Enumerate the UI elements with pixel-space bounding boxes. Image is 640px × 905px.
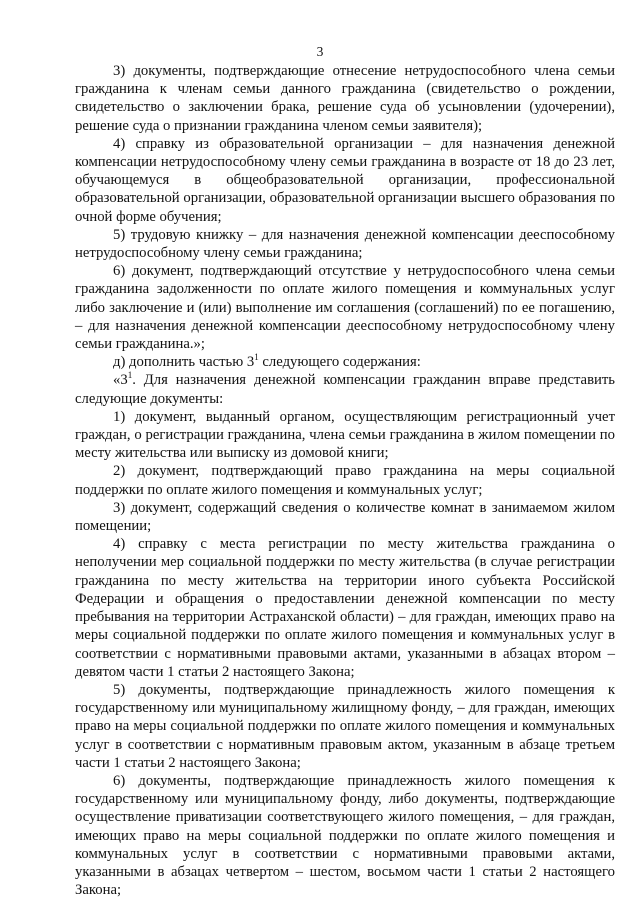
paragraph-optional-doc-6: 6) документы, подтверждающие принадлежность жилого помещения к государственному или муниципальному фонду, либо документы, подтверждающие осуществление приватизации соответствующего жилого помещения, – для граждан, имеющих право на меры социальной поддержки по оплате жилого помещения и коммунальных услуг в соответствии с нормативными правовыми актами, указанными в абзацах четвертом – шестом, восьмом части 1 статьи 2 настоящего Закона; (75, 772, 615, 899)
amendment-d-superscript: 1 (254, 352, 259, 363)
paragraph-optional-doc-3: 3) документ, содержащий сведения о количестве комнат в занимаемом жилом помещении; (75, 499, 615, 535)
paragraph-optional-doc-4: 4) справку с места регистрации по месту жительства гражданина о неполучении мер социальной поддержки по месту жительства (в случае регистрации гражданина по месту жительства на территории иного субъекта Российской Федерации и обращения о предоставлении денежной компенсации по месту пребывания на территории Астраханской области) – для граждан, имеющих право на меры социальной поддержки по оплате жилого помещения и коммунальных услуг в соответствии с нормативными правовыми актами, указанными в абзацах втором – девятом части 1 статьи 2 настоящего Закона; (75, 536, 615, 680)
part-3-1-number: «3 (113, 372, 128, 389)
paragraph-optional-doc-2: 2) документ, подтверждающий право гражданина на меры социальной поддержки по оплате жилого помещения и коммунальных услуг; (75, 463, 615, 498)
page-number: 3 (316, 44, 324, 59)
paragraph-optional-doc-1: 1) документ, выданный органом, осуществляющим регистрационный учет граждан, о регистрации гражданина, члена семьи гражданина в жилом помещении по месту жительства или выписку из домовой книги; (75, 408, 615, 462)
paragraph-item-5-work-record: 5) трудовую книжку – для назначения денежной компенсации дееспособному нетрудоспособному члену семьи гражданина; (75, 226, 615, 262)
amendment-d-text: д) дополнить частью 3 (113, 354, 255, 371)
paragraph-amendment-d (75, 353, 615, 371)
document-body (75, 62, 615, 899)
paragraph-item-6-no-debt-document: 6) документ, подтверждающий отсутствие у нетрудоспособного члена семьи гражданина задолженности по оплате жилого помещения и коммунальных услуг либо заключение и (или) выполнение им соглашения (соглашений) по ее погашению, – для назначения денежной компенсации дееспособному нетрудоспособному члену семьи гражданина.»; (75, 263, 615, 353)
paragraph-item-4-education-certificate: 4) справку из образовательной организации – для назначения денежной компенсации нетрудоспособному члену семьи гражданина в возрасте от 18 до 23 лет, обучающемуся в общеобразовательной организации, профессиональной образовательной организации, образовательной организации высшего образования по очной форме обучения; (75, 135, 615, 225)
part-3-1-superscript: 1 (127, 370, 133, 381)
paragraph-item-3-family-documents: 3) документы, подтверждающие отнесение нетрудоспособного члена семьи гражданина к членам семьи данного гражданина (свидетельство о рождении, свидетельство о заключении брака, решение суда об усыновлении (удочерении), решение суда о признании гражданина членом семьи заявителя); (75, 63, 615, 134)
part-3-1-text: . Для назначения денежной компенсации гражданин вправе представить следующие документы: (75, 372, 615, 407)
paragraph-part-3-1-intro (75, 371, 615, 407)
paragraph-optional-doc-5: 5) документы, подтверждающие принадлежность жилого помещения к государственному или муниципальному жилищному фонду, – для граждан, имеющих право на меры социальной поддержки по оплате жилого помещения и коммунальных услуг в соответствии с нормативным правовым актом, указанным в абзаце третьем части 1 статьи 2 настоящего Закона; (75, 681, 615, 771)
amendment-d-text-end: следующего содержания: (258, 354, 421, 371)
